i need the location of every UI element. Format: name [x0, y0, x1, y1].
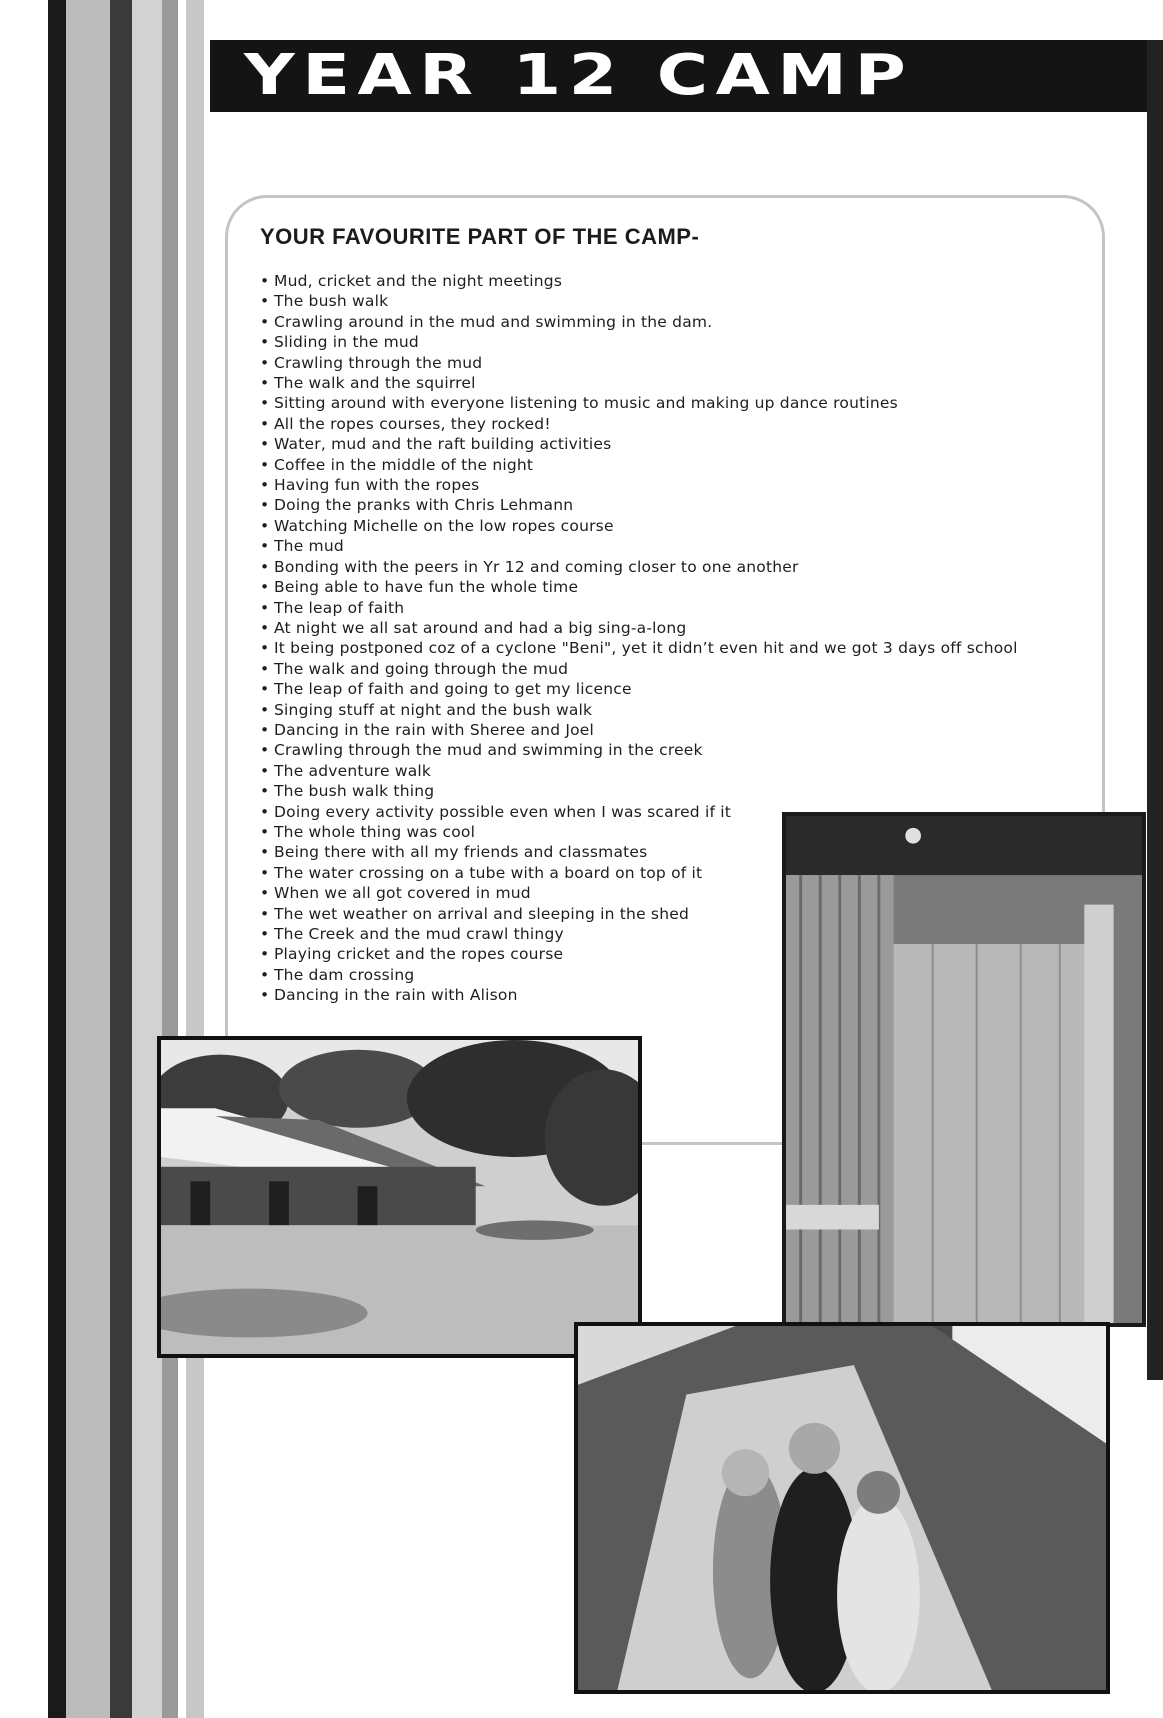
favourite-text: The leap of faith — [274, 598, 405, 617]
favourite-text: The bush walk thing — [274, 782, 435, 801]
favourite-text: The bush walk — [274, 292, 389, 311]
bullet-icon: • — [260, 333, 270, 352]
bullet-icon: • — [260, 516, 270, 535]
bullet-icon: • — [260, 272, 270, 290]
bullet-icon: • — [260, 537, 270, 556]
favourite-text: The Creek and the mud crawl thingy — [274, 925, 564, 943]
bullet-icon: • — [260, 414, 270, 433]
favourite-item — [260, 598, 1018, 618]
favourite-item — [260, 291, 1018, 311]
favourite-item — [260, 577, 1018, 597]
bullet-icon: • — [260, 884, 270, 903]
favourite-text: Crawling through the mud — [274, 353, 483, 372]
favourite-text: Singing stuff at night and the bush walk — [274, 700, 593, 719]
favourite-text: The mud — [274, 537, 344, 556]
favourite-item — [260, 353, 1018, 373]
favourite-item — [260, 455, 1018, 475]
favourite-item — [260, 373, 1018, 393]
tent-friends-photo — [574, 1322, 1110, 1694]
favourite-item — [260, 516, 1018, 536]
bullet-icon: • — [260, 965, 270, 984]
favourite-text: The leap of faith and going to get my licence — [274, 680, 632, 699]
bullet-icon: • — [260, 455, 270, 474]
bullet-icon: • — [260, 761, 270, 780]
favourite-item — [260, 434, 1018, 454]
favourite-item — [260, 495, 1018, 515]
bullet-icon: • — [260, 578, 270, 597]
bullet-icon: • — [260, 312, 270, 331]
favourite-text: At night we all sat around and had a big sing-a-long — [274, 618, 687, 637]
shower-shed-photo — [782, 812, 1146, 1327]
favourite-item — [260, 638, 1018, 658]
favourite-item — [260, 536, 1018, 556]
favourite-item — [260, 700, 1018, 720]
favourite-item — [260, 475, 1018, 495]
bullet-icon: • — [260, 639, 270, 658]
favourite-text: Sliding in the mud — [274, 333, 419, 352]
favourite-item — [260, 679, 1018, 699]
favourite-text: Doing every activity possible even when I was scared if it — [274, 802, 732, 821]
favourite-text: Mud, cricket and the night meetings — [274, 272, 563, 290]
bullet-icon: • — [260, 904, 270, 923]
page-title: YEAR 12 CAMP — [244, 43, 914, 108]
bullet-icon: • — [260, 476, 270, 495]
bullet-icon: • — [260, 782, 270, 801]
bullet-icon: • — [260, 925, 270, 943]
bullet-icon: • — [260, 843, 270, 862]
favourite-text: It being postponed coz of a cyclone "Beni", yet it didn’t even hit and we got 3 days off school — [274, 639, 1018, 658]
favourite-item — [260, 659, 1018, 679]
bullet-icon: • — [260, 374, 270, 393]
favourite-text: Having fun with the ropes — [274, 476, 480, 495]
favourite-text: The adventure walk — [274, 761, 432, 780]
favourite-text: Dancing in the rain with Alison — [274, 986, 518, 1005]
bullet-icon: • — [260, 394, 270, 413]
favourite-text: Sitting around with everyone listening to music and making up dance routines — [274, 394, 898, 413]
favourite-text: Bonding with the peers in Yr 12 and coming closer to one another — [274, 557, 799, 576]
favourite-text: Crawling around in the mud and swimming in the dam. — [274, 312, 713, 331]
stripe-light-3 — [186, 0, 204, 1718]
favourite-item — [260, 781, 1018, 801]
favourite-text: Playing cricket and the ropes course — [274, 945, 564, 964]
favourite-text: Doing the pranks with Chris Lehmann — [274, 496, 574, 515]
favourite-item — [260, 414, 1018, 434]
stripe-light-1 — [66, 0, 110, 1718]
bullet-icon: • — [260, 496, 270, 515]
favourite-text: The dam crossing — [274, 965, 415, 984]
stripe-light-2 — [132, 0, 162, 1718]
bullet-icon: • — [260, 863, 270, 882]
favourite-text: All the ropes courses, they rocked! — [274, 414, 551, 433]
bullet-icon: • — [260, 720, 270, 739]
bullet-icon: • — [260, 618, 270, 637]
bullet-icon: • — [260, 557, 270, 576]
favourite-item — [260, 720, 1018, 740]
bullet-icon: • — [260, 822, 270, 841]
favourite-text: The wet weather on arrival and sleeping in the shed — [274, 904, 690, 923]
scan-edge — [1147, 40, 1163, 1380]
title-banner — [210, 40, 1163, 112]
bullet-icon: • — [260, 700, 270, 719]
favourite-text: Coffee in the middle of the night — [274, 455, 534, 474]
favourite-text: Being there with all my friends and classmates — [274, 843, 648, 862]
favourite-item — [260, 271, 1018, 291]
bullet-icon: • — [260, 353, 270, 372]
bullet-icon: • — [260, 741, 270, 760]
stripe-dark-2 — [110, 0, 132, 1718]
favourite-item — [260, 740, 1018, 760]
favourite-text: The walk and the squirrel — [274, 374, 476, 393]
favourite-item — [260, 332, 1018, 352]
stripe-mid — [162, 0, 178, 1718]
bullet-icon: • — [260, 802, 270, 821]
favourite-text: The whole thing was cool — [274, 822, 476, 841]
bullet-icon: • — [260, 435, 270, 454]
section-heading: YOUR FAVOURITE PART OF THE CAMP- — [260, 224, 700, 249]
favourite-text: Watching Michelle on the low ropes course — [274, 516, 614, 535]
favourite-text: The walk and going through the mud — [274, 659, 569, 678]
favourite-text: Crawling through the mud and swimming in the creek — [274, 741, 703, 760]
favourite-text: Dancing in the rain with Sheree and Joel — [274, 720, 595, 739]
favourite-text: Water, mud and the raft building activities — [274, 435, 612, 454]
bullet-icon: • — [260, 986, 270, 1005]
favourite-item — [260, 618, 1018, 638]
favourite-item — [260, 393, 1018, 413]
bullet-icon: • — [260, 598, 270, 617]
favourite-text: When we all got covered in mud — [274, 884, 531, 903]
camp-building-photo — [157, 1036, 642, 1358]
favourite-item — [260, 312, 1018, 332]
stripe-dark-1 — [48, 0, 66, 1718]
bullet-icon: • — [260, 680, 270, 699]
favourite-item — [260, 557, 1018, 577]
bullet-icon: • — [260, 659, 270, 678]
bullet-icon: • — [260, 292, 270, 311]
favourite-text: Being able to have fun the whole time — [274, 578, 579, 597]
bullet-icon: • — [260, 945, 270, 964]
favourite-item — [260, 761, 1018, 781]
favourite-text: The water crossing on a tube with a board on top of it — [274, 863, 703, 882]
